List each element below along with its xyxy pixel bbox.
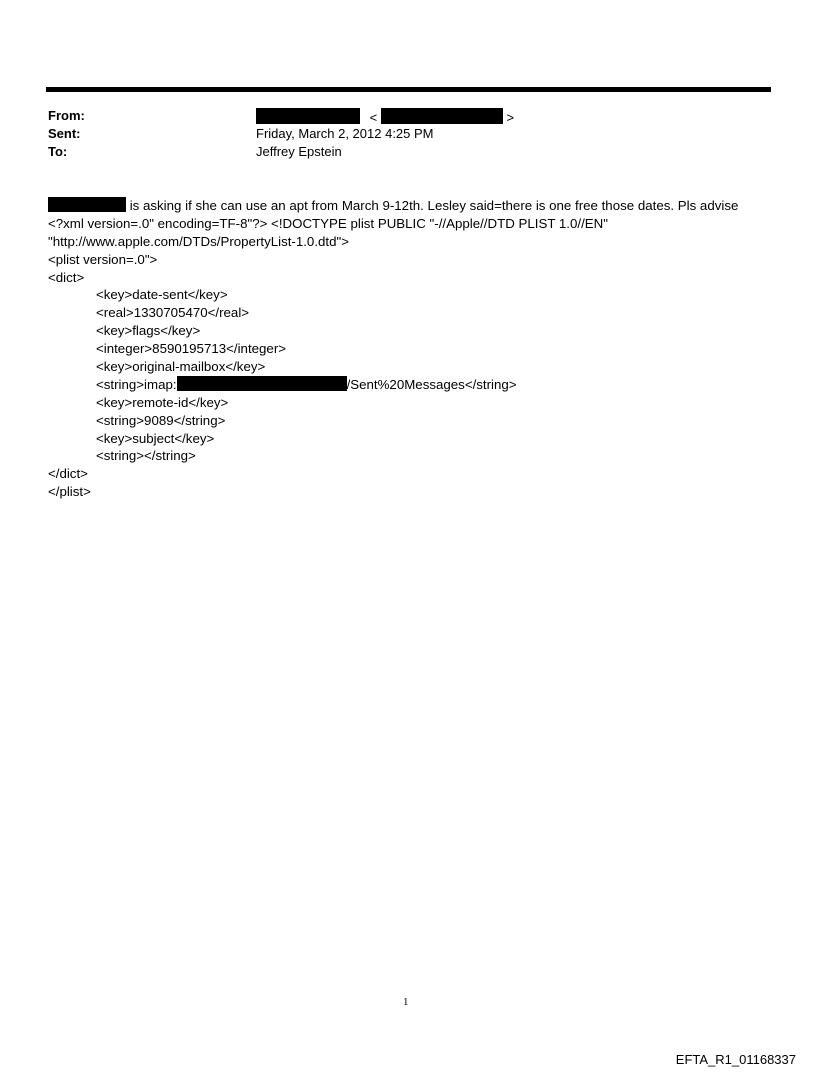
dict-close: </dict> [48, 466, 88, 482]
page-number: 1 [403, 996, 409, 1008]
email-body [48, 197, 788, 501]
redaction-block [177, 376, 347, 391]
key-date-sent: <key>date-sent</key> [96, 287, 228, 303]
header-rule [46, 87, 771, 92]
redaction-block [256, 108, 360, 124]
string-remote-id: <string>9089</string> [96, 412, 226, 428]
integer-value: <integer>8590195713</integer> [96, 341, 287, 357]
from-label: From: [48, 108, 85, 123]
from-bracket-open: < [369, 110, 378, 125]
key-subject: <key>subject</key> [96, 430, 215, 446]
redaction-block [381, 108, 503, 124]
redaction-block [48, 197, 126, 212]
dtd-url: "http://www.apple.com/DTDs/PropertyList-1.0.dtd"> [48, 233, 349, 249]
sent-value: Friday, March 2, 2012 4:25 PM [256, 126, 434, 141]
key-remote-id: <key>remote-id</key> [96, 394, 229, 410]
xml-declaration: <?xml version=.0" encoding=TF-8"?> <!DOCTYPE plist PUBLIC "-//Apple//DTD PLIST 1.0//EN" [48, 215, 608, 231]
plist-open: <plist version=.0"> [48, 251, 158, 267]
real-value: <real>1330705470</real> [96, 305, 250, 321]
key-original-mailbox: <key>original-mailbox</key> [96, 359, 266, 375]
body-first-line-text: is asking if she can use an apt from March 9-12th. Lesley said=there is one free those dates. Pls advise [126, 198, 739, 213]
to-value: Jeffrey Epstein [256, 144, 342, 159]
string-empty: <string></string> [96, 448, 196, 464]
bates-number: EFTA_R1_01168337 [675, 1052, 796, 1067]
string-imap-suffix: /Sent%20Messages</string> [346, 376, 517, 392]
string-imap-prefix: <string>imap: [96, 376, 177, 392]
dict-open: <dict> [48, 269, 85, 285]
from-bracket-close: > [506, 110, 515, 125]
sent-label: Sent: [48, 126, 81, 141]
to-label: To: [48, 144, 68, 159]
plist-close: </plist> [48, 484, 91, 500]
string-imap [48, 376, 788, 394]
from-value [256, 108, 514, 125]
key-flags: <key>flags</key> [96, 323, 201, 339]
body-first-line [48, 197, 788, 215]
